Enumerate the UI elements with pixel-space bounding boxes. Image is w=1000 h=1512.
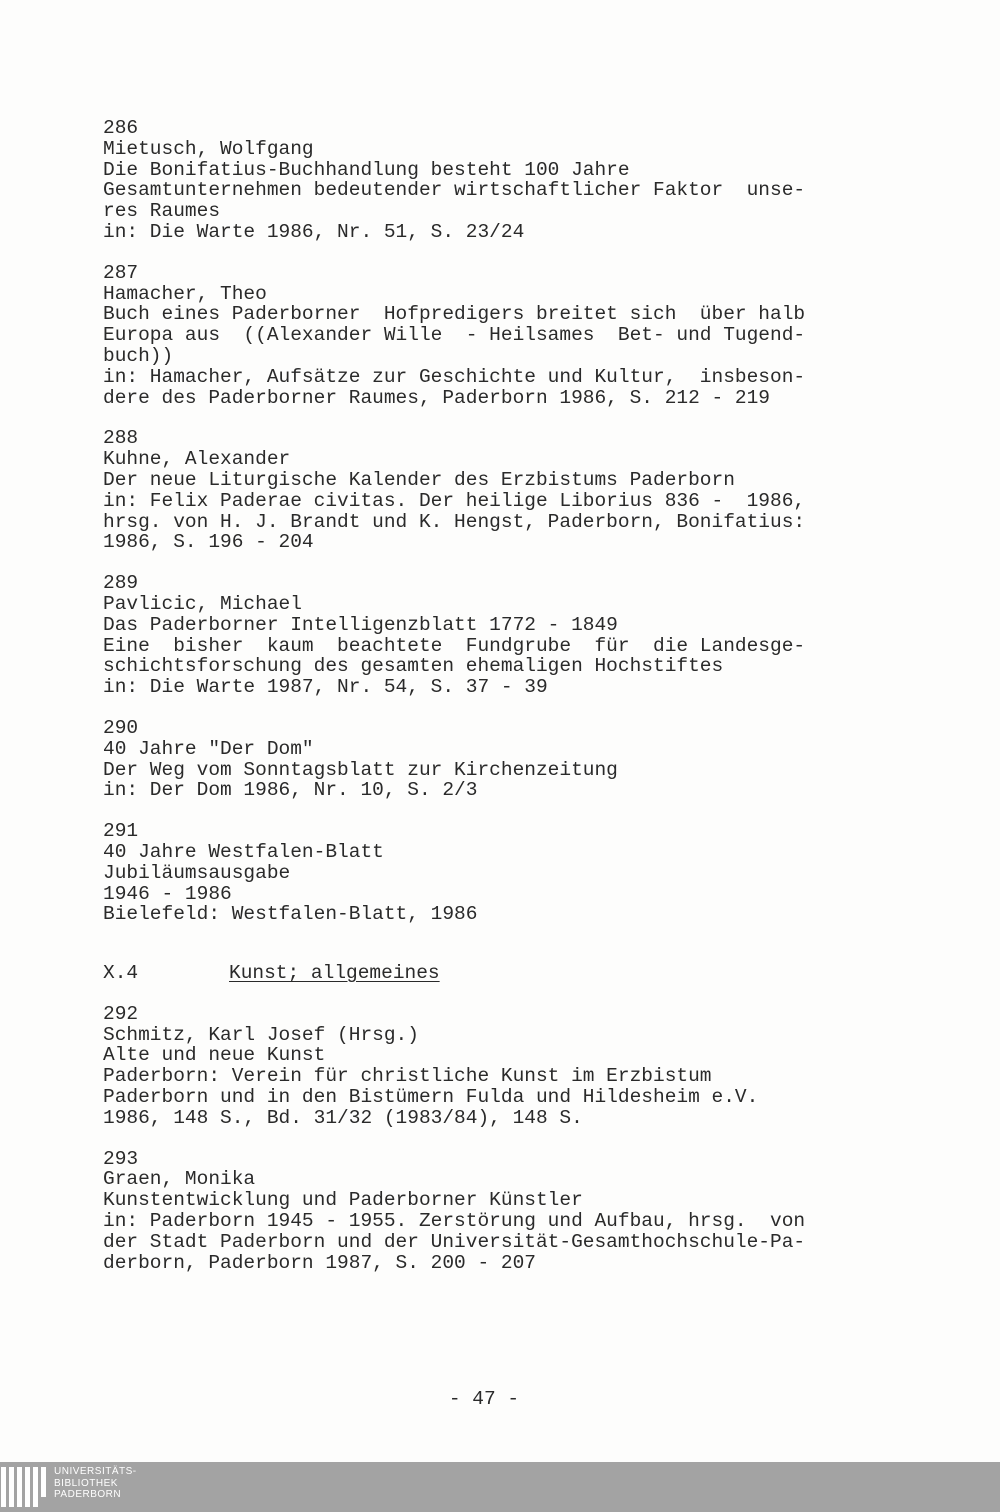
entry-text-line: der Stadt Paderborn und der Universität-Gesamthochschule-Pa- <box>103 1230 806 1253</box>
entry-text-line: Paderborn und in den Bistümern Fulda und Hildesheim e.V. <box>103 1086 759 1109</box>
bibliography-entry <box>103 1004 883 1129</box>
entry-text-line: Buch eines Paderborner Hofpredigers breitet sich über halb <box>103 303 806 326</box>
logo-line: UNIVERSITÄTS- <box>54 1466 137 1477</box>
entry-text-line: 1946 - 1986 <box>103 882 232 905</box>
entry-text-line: in: Die Warte 1986, Nr. 51, S. 23/24 <box>103 220 525 243</box>
entry-text-line: Paderborn: Verein für christliche Kunst im Erzbistum <box>103 1065 712 1088</box>
entry-number: 289 <box>103 572 139 595</box>
entry-text-line: Der neue Liturgische Kalender des Erzbistums Paderborn <box>103 468 735 491</box>
entry-text-line: 40 Jahre Westfalen-Blatt <box>103 840 384 863</box>
entry-text-line: Europa aus ((Alexander Wille - Heilsames Bet- und Tugend- <box>103 324 806 347</box>
entry-text-line: Alte und neue Kunst <box>103 1044 326 1067</box>
entry-text-line: in: Paderborn 1945 - 1955. Zerstörung und Aufbau, hrsg. von <box>103 1210 806 1233</box>
entry-text-line: Das Paderborner Intelligenzblatt 1772 - 1849 <box>103 613 618 636</box>
entry-number: 286 <box>103 117 139 139</box>
entry-text-line: in: Felix Paderae civitas. Der heilige Liborius 836 - 1986, <box>103 489 806 512</box>
entry-text-line: 1986, S. 196 - 204 <box>103 531 314 554</box>
library-logo-icon <box>1 1467 46 1507</box>
bibliography-entry <box>103 118 883 243</box>
entry-text-line: Gesamtunternehmen bedeutender wirtschaftlicher Faktor unse- <box>103 179 806 202</box>
entry-text-line: Mietusch, Wolfgang <box>103 137 314 160</box>
entry-number: 291 <box>103 820 139 843</box>
entry-text-line: Schmitz, Karl Josef (Hrsg.) <box>103 1023 419 1046</box>
bibliography-entry <box>103 428 883 553</box>
bibliography-page <box>103 118 883 1293</box>
entry-number: 287 <box>103 261 139 284</box>
entry-text-line: Pavlicic, Michael <box>103 592 302 615</box>
entry-text-line: Graen, Monika <box>103 1168 256 1191</box>
entry-text-line: hrsg. von H. J. Brandt und K. Hengst, Paderborn, Bonifatius: <box>103 510 806 533</box>
entry-number: 293 <box>103 1147 139 1170</box>
section-number: X.4 <box>103 962 139 985</box>
entry-number: 292 <box>103 1002 139 1025</box>
bibliography-entry <box>103 263 883 409</box>
bibliography-entry <box>103 718 883 801</box>
entry-text-line: in: Der Dom 1986, Nr. 10, S. 2/3 <box>103 779 478 802</box>
entry-text-line: derborn, Paderborn 1987, S. 200 - 207 <box>103 1251 536 1274</box>
entry-text-line: buch)) <box>103 344 174 367</box>
library-logo-text <box>54 1466 137 1501</box>
logo-line: PADERBORN <box>54 1489 122 1500</box>
entry-list <box>103 1004 883 1274</box>
entry-text-line: res Raumes <box>103 200 221 223</box>
bibliography-entry <box>103 821 883 925</box>
entry-text-line: schichtsforschung des gesamten ehemaligen Hochstiftes <box>103 655 724 678</box>
logo-line: BIBLIOTHEK <box>54 1477 118 1489</box>
entry-text-line: Kunstentwicklung und Paderborner Künstler <box>103 1189 583 1212</box>
entry-text-line: 1986, 148 S., Bd. 31/32 (1983/84), 148 S. <box>103 1106 583 1129</box>
library-footer <box>0 1462 1000 1512</box>
entry-text-line: Bielefeld: Westfalen-Blatt, 1986 <box>103 903 478 926</box>
entry-text-line: Kuhne, Alexander <box>103 448 291 471</box>
page-number: - 47 - <box>448 1388 520 1410</box>
section-title: Kunst; allgemeines <box>229 962 440 985</box>
bibliography-entry <box>103 1149 883 1274</box>
entry-text-line: Jubiläumsausgabe <box>103 861 291 884</box>
entry-text-line: Eine bisher kaum beachtete Fundgrube für die Landesge- <box>103 634 806 657</box>
entry-text-line: Hamacher, Theo <box>103 282 267 305</box>
entry-number: 290 <box>103 716 139 739</box>
entry-text-line: in: Hamacher, Aufsätze zur Geschichte und Kultur, insbeson- <box>103 365 806 388</box>
entry-text-line: in: Die Warte 1987, Nr. 54, S. 37 - 39 <box>103 676 548 699</box>
entry-text-line: dere des Paderborner Raumes, Paderborn 1986, S. 212 - 219 <box>103 386 771 409</box>
entry-list <box>103 118 883 925</box>
entry-number: 288 <box>103 427 139 450</box>
section-heading <box>103 963 883 984</box>
bibliography-entry <box>103 573 883 698</box>
entry-text-line: Der Weg vom Sonntagsblatt zur Kirchenzeitung <box>103 758 618 781</box>
entry-text-line: 40 Jahre "Der Dom" <box>103 737 314 760</box>
entry-text-line: Die Bonifatius-Buchhandlung besteht 100 Jahre <box>103 158 630 181</box>
